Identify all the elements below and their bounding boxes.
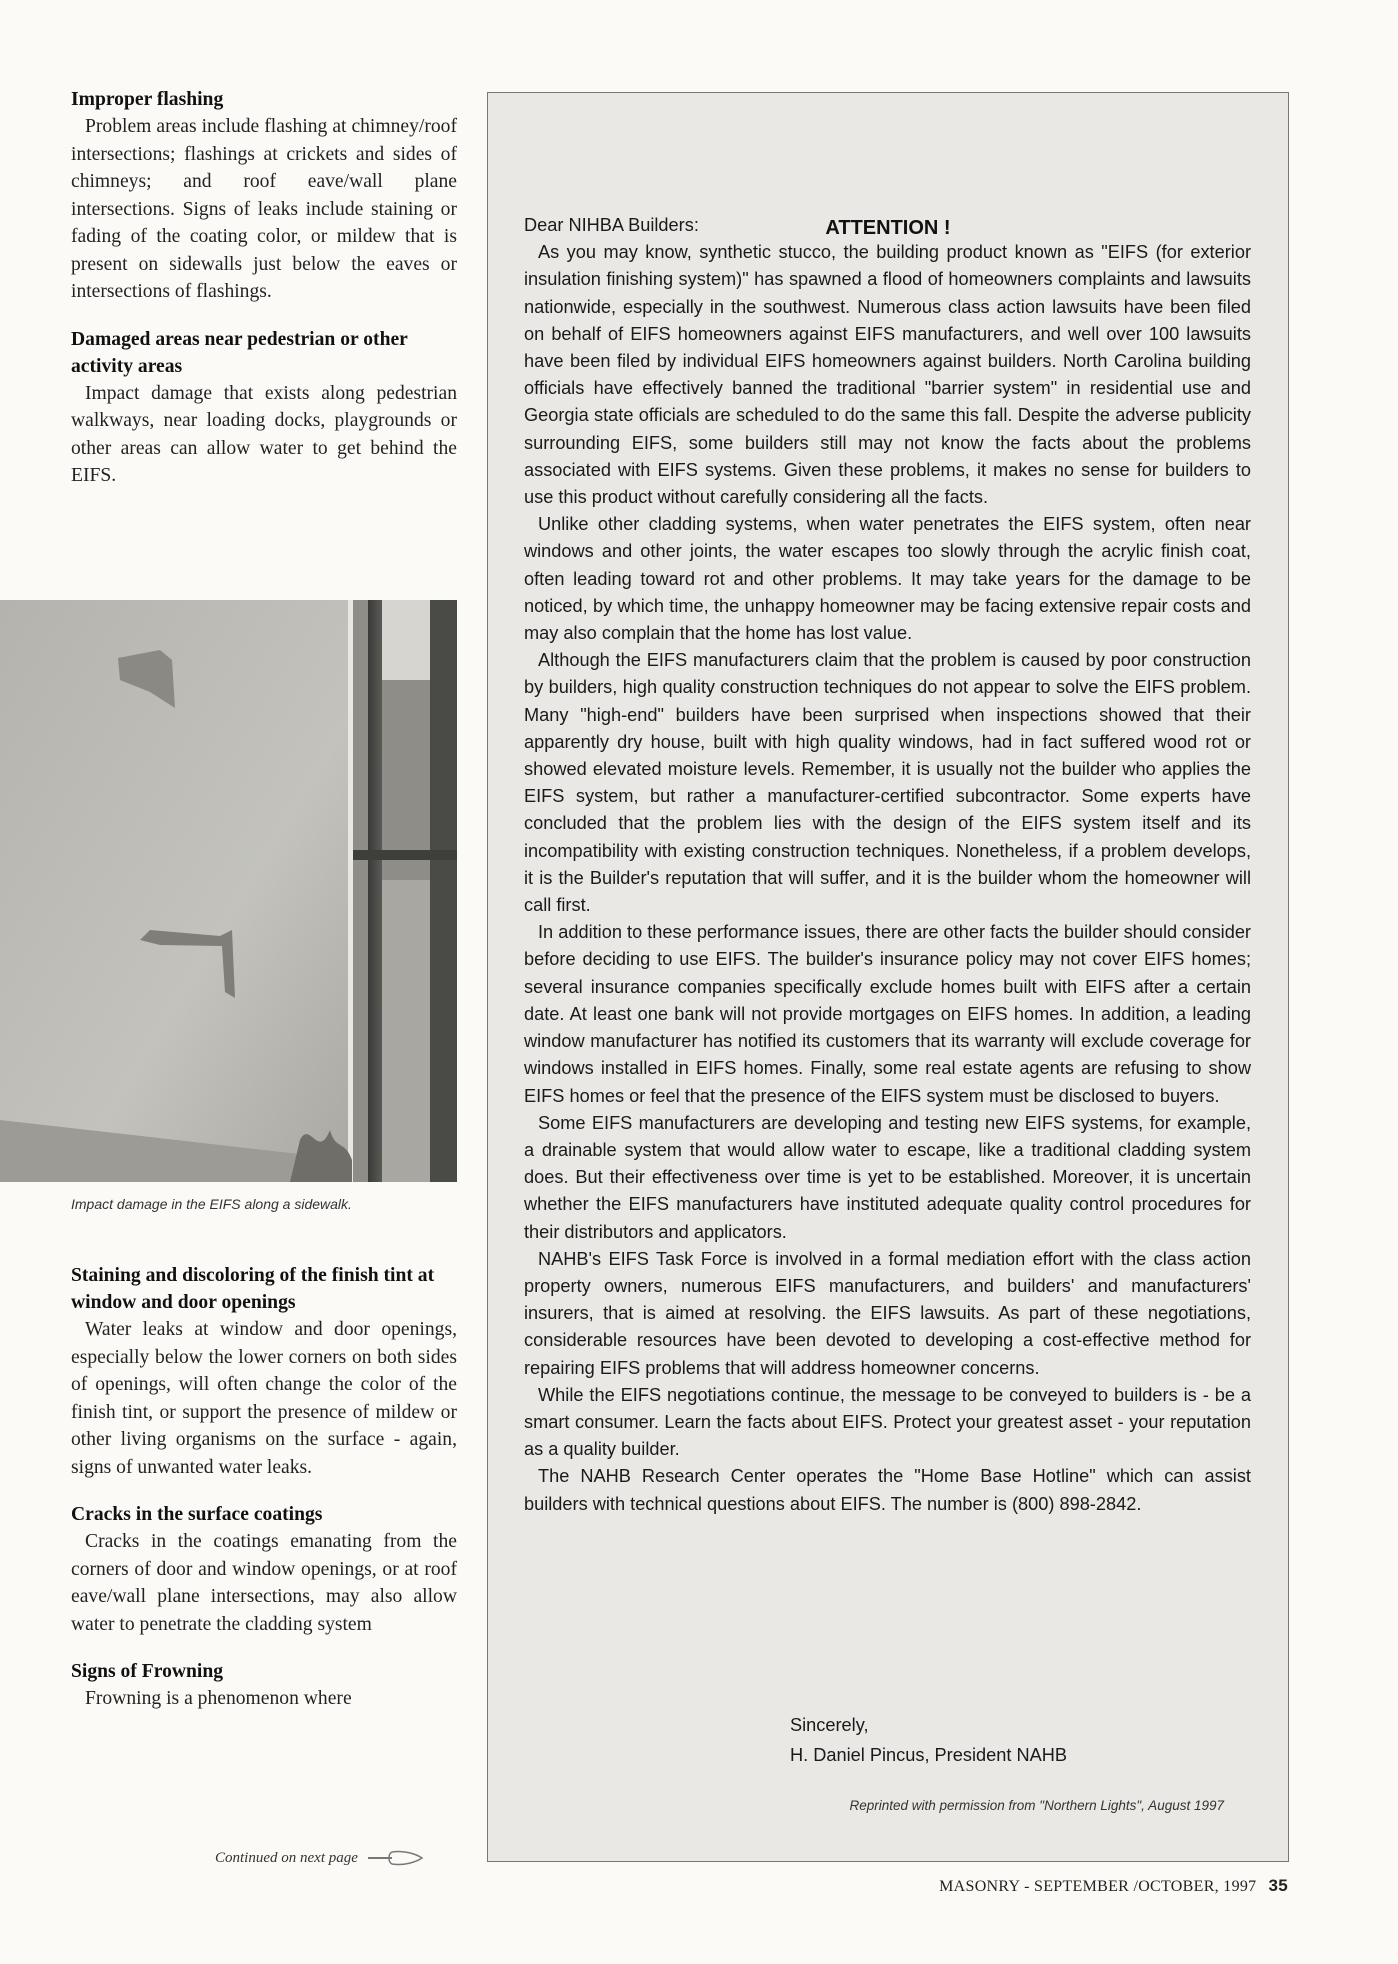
- eifs-damage-photo: [0, 600, 457, 1182]
- left-column-lower: [71, 1262, 457, 1733]
- letter-paragraph: While the EIFS negotiations continue, the message to be conveyed to builders is - be a smart consumer. Learn the facts about EIFS. Protect your greatest asset - your reputation as a quality builder.: [524, 1384, 1251, 1460]
- continued-text: Continued on next page: [215, 1849, 358, 1866]
- section-heading: Improper flashing: [71, 89, 224, 110]
- letter-paragraph: Unlike other cladding systems, when water penetrates the EIFS system, often near windows and other joints, the water escapes too slowly through the acrylic finish coat, often leading toward rot and other problems. It may take years for the damage to be noticed, by which time, the unhappy homeowner may be facing extensive repair costs and may also complain that the home has lost value.: [524, 514, 1251, 644]
- box-title: ATTENTION !: [825, 217, 951, 239]
- section-heading: Damaged areas near pedestrian or other activity areas: [71, 328, 408, 377]
- section-heading: Signs of Frowning: [71, 1661, 224, 1682]
- page-number: 35: [1268, 1876, 1288, 1895]
- section-staining: [71, 1262, 457, 1481]
- continued-note: [215, 1848, 426, 1868]
- letter-closing: Sincerely,: [790, 1715, 869, 1735]
- photo-illustration: [0, 600, 457, 1182]
- photo-caption: Impact damage in the EIFS along a sidewalk.: [71, 1196, 352, 1212]
- letter-paragraph: As you may know, synthetic stucco, the building product known as "EIFS (for exterior insulation finishing system)" has spawned a flood of homeowners complaints and lawsuits nationwide, especially in the southwest. Numerous class action lawsuits have been filed on behalf of EIFS homeowners against EIFS manufacturers, and well over 100 lawsuits have been filed by individual EIFS homeowners against builders. North Carolina building officials have effectively banned the traditional "barrier system" in residential use and Georgia state officials are scheduled to do the same this fall. Despite the adverse publicity surrounding EIFS, some builders still may not know the facts about the problems associated with EIFS systems. Given these problems, it makes no sense for builders to use this product without carefully considering all the facts.: [524, 242, 1251, 508]
- footer-publication: MASONRY - SEPTEMBER /OCTOBER, 1997: [939, 1878, 1257, 1895]
- letter-paragraph: The NAHB Research Center operates the "Home Base Hotline" which can assist builders with technical questions about EIFS. The number is (800) 898-2842.: [524, 1466, 1251, 1514]
- section-cracks: [71, 1501, 457, 1638]
- section-body: Problem areas include flashing at chimney/roof intersections; flashings at crickets and sides of chimneys; and roof eave/wall plane intersections. Signs of leaks include staining or fading of the coating color, or mildew that is present on sidewalls just below the eaves or intersections of flashings.: [71, 116, 457, 302]
- letter-signoff: [790, 1710, 1067, 1770]
- letter-body: [524, 212, 1251, 1518]
- section-body: Impact damage that exists along pedestrian walkways, near loading docks, playgrounds or other areas can allow water to get behind the EIFS.: [71, 382, 457, 486]
- letter-paragraph: Although the EIFS manufacturers claim that the problem is caused by poor construction by builders, high quality construction techniques do not appear to solve the EIFS problem. Many "high-end" builders have been surprised when inspections showed that their apparently dry house, built with high quality windows, had in fact suffered wood rot or showed elevated moisture levels. Remember, it is usually not the builder who applies the EIFS system, but rather a manufacturer-certified subcontractor. Some experts have concluded that the problem lies with the design of the EIFS system itself and its incompatibility with existing construction techniques. Nonetheless, if a problem develops, it is the Builder's reputation that will suffer, and it is the builder whom the homeowner will call first.: [524, 650, 1251, 916]
- section-damaged-areas: [71, 326, 457, 490]
- arrow-right-icon: [366, 1848, 426, 1868]
- letter-signature: H. Daniel Pincus, President NAHB: [790, 1745, 1067, 1765]
- section-improper-flashing: [71, 86, 457, 306]
- section-body: Water leaks at window and door openings, especially below the lower corners on both sides of openings, will often change the color of the finish tint, or support the presence of mildew or other living organisms on the surface - again, signs of unwanted water leaks.: [71, 1319, 457, 1478]
- section-heading: Cracks in the surface coatings: [71, 1504, 323, 1525]
- section-body: Cracks in the coatings emanating from the corners of door and window openings, or at roof eave/wall plane intersections, may also allow water to penetrate the cladding system: [71, 1531, 457, 1635]
- section-heading: Staining and discoloring of the finish tint at window and door openings: [71, 1265, 435, 1313]
- letter-paragraph: In addition to these performance issues, there are other facts the builder should consider before deciding to use EIFS. The builder's insurance policy may not cover EIFS homes; several insurance companies specifically exclude homes built with EIFS after a certain date. At least one bank will not provide mortgages on EIFS homes. In addition, a leading window manufacturer has notified its customers that its warranty will exclude coverage for windows installed in EIFS homes. Finally, some real estate agents are refusing to show EIFS homes or feel that the presence of the EIFS system must be disclosed to buyers.: [524, 922, 1251, 1106]
- reprint-note: Reprinted with permission from "Northern Lights", August 1997: [849, 1798, 1224, 1813]
- section-frowning: [71, 1658, 457, 1713]
- letter-paragraph: Some EIFS manufacturers are developing and testing new EIFS systems, for example, a drainable system that would allow water to escape, like a traditional cladding system does. But their effectiveness over time is yet to be established. Moreover, it is uncertain whether the EIFS manufacturers have instituted adequate quality control procedures for their distributors and applicators.: [524, 1112, 1251, 1242]
- page-footer: [939, 1876, 1288, 1896]
- letter-salutation: Dear NIHBA Builders:: [524, 215, 699, 235]
- left-column-upper: [71, 86, 457, 510]
- letter-paragraph: NAHB's EIFS Task Force is involved in a formal mediation effort with the class action property owners, numerous EIFS manufacturers, and builders' and manufacturers' insurers, that is aimed at resolving. the EIFS lawsuits. As part of these negotiations, considerable resources have been devoted to developing a cost-effective method for repairing EIFS problems that will address homeowner concerns.: [524, 1248, 1251, 1378]
- section-body: Frowning is a phenomenon where: [85, 1688, 352, 1709]
